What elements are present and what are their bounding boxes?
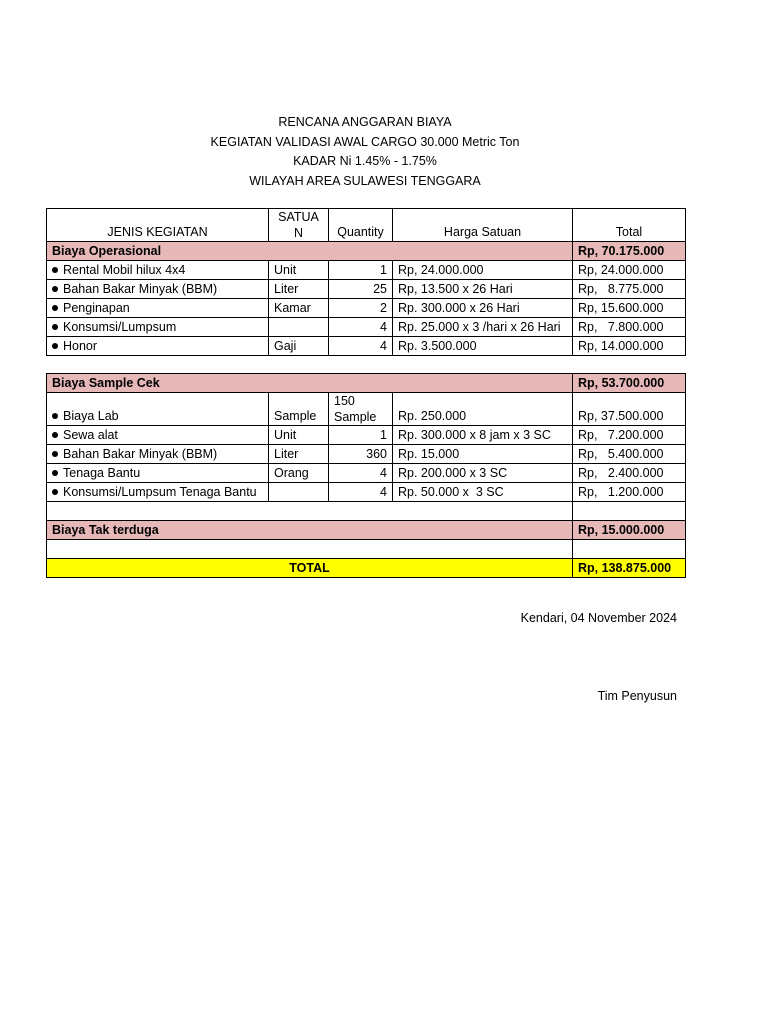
item-name: Penginapan — [63, 301, 130, 315]
grand-total-row — [47, 559, 686, 578]
item-name: Bahan Bakar Minyak (BBM) — [63, 282, 218, 296]
bullet-icon — [52, 286, 58, 292]
section-operasional — [47, 242, 686, 261]
item-total: Rp, 1.200.000 — [573, 483, 686, 502]
title-line-2: KEGIATAN VALIDASI AWAL CARGO 30.000 Metric Ton — [210, 134, 520, 149]
item-satuan — [269, 318, 329, 337]
bullet-icon — [52, 267, 58, 273]
bullet-icon — [52, 413, 58, 419]
item-qty: 4 — [329, 464, 393, 483]
bullet-icon — [52, 432, 58, 438]
item-total: Rp, 7.200.000 — [573, 426, 686, 445]
item-satuan: Orang — [269, 464, 329, 483]
item-satuan: Gaji — [269, 337, 329, 356]
header-harga: Harga Satuan — [393, 209, 573, 242]
title-line-4: WILAYAH AREA SULAWESI TENGGARA — [249, 173, 481, 188]
section-label: Biaya Operasional — [47, 242, 573, 261]
grand-total-label: TOTAL — [47, 559, 573, 578]
grand-total-value: Rp, 138.875.000 — [573, 559, 686, 578]
table-row — [47, 393, 686, 426]
header-total: Total — [573, 209, 686, 242]
section-tak-terduga — [47, 521, 686, 540]
item-qty: 4 — [329, 483, 393, 502]
item-harga: Rp. 25.000 x 3 /hari x 26 Hari — [393, 318, 573, 337]
table-row — [47, 337, 686, 356]
item-satuan: Liter — [269, 445, 329, 464]
signer-label: Tim Penyusun — [597, 689, 677, 703]
bullet-icon — [52, 324, 58, 330]
item-total: Rp, 14.000.000 — [573, 337, 686, 356]
item-total: Rp, 24.000.000 — [573, 261, 686, 280]
header-jenis: JENIS KEGIATAN — [47, 209, 269, 242]
item-name: Honor — [63, 339, 98, 353]
bullet-icon — [52, 489, 58, 495]
table-row — [47, 426, 686, 445]
item-harga: Rp, 13.500 x 26 Hari — [393, 280, 573, 299]
budget-table — [46, 208, 686, 578]
item-harga: Rp. 300.000 x 26 Hari — [393, 299, 573, 318]
item-satuan: Liter — [269, 280, 329, 299]
bullet-icon — [52, 305, 58, 311]
item-harga: Rp. 50.000 x 3 SC — [393, 483, 573, 502]
bullet-icon — [52, 451, 58, 457]
spacer-row — [47, 356, 686, 374]
header-satuan: SATUA N — [269, 209, 329, 242]
item-qty: 1 — [329, 261, 393, 280]
section-label: Biaya Tak terduga — [47, 521, 573, 540]
item-satuan — [269, 483, 329, 502]
table-header-row — [47, 209, 686, 242]
bullet-icon — [52, 343, 58, 349]
item-qty: 150 Sample — [329, 393, 393, 426]
item-harga: Rp. 250.000 — [393, 393, 573, 426]
title-line-1: RENCANA ANGGARAN BIAYA — [278, 115, 452, 129]
item-qty: 1 — [329, 426, 393, 445]
table-row — [47, 318, 686, 337]
document-title — [0, 113, 730, 191]
section-label: Biaya Sample Cek — [47, 374, 573, 393]
table-row — [47, 261, 686, 280]
item-name: Biaya Lab — [63, 409, 119, 423]
table-row — [47, 299, 686, 318]
item-harga: Rp. 3.500.000 — [393, 337, 573, 356]
item-satuan: Unit — [269, 261, 329, 280]
item-total: Rp, 37.500.000 — [573, 393, 686, 426]
item-satuan: Kamar — [269, 299, 329, 318]
section-total: Rp, 53.700.000 — [573, 374, 686, 393]
section-sample — [47, 374, 686, 393]
item-total: Rp, 8.775.000 — [573, 280, 686, 299]
section-total: Rp, 70.175.000 — [573, 242, 686, 261]
item-harga: Rp. 15.000 — [393, 445, 573, 464]
item-total: Rp, 15.600.000 — [573, 299, 686, 318]
item-name: Konsumsi/Lumpsum Tenaga Bantu — [63, 485, 257, 499]
item-harga: Rp. 200.000 x 3 SC — [393, 464, 573, 483]
place-date: Kendari, 04 November 2024 — [520, 611, 677, 625]
item-name: Sewa alat — [63, 428, 118, 442]
table-row — [47, 445, 686, 464]
item-name: Bahan Bakar Minyak (BBM) — [63, 447, 218, 461]
title-line-3: KADAR Ni 1.45% - 1.75% — [293, 154, 437, 168]
table-row — [47, 464, 686, 483]
item-qty: 360 — [329, 445, 393, 464]
item-name: Rental Mobil hilux 4x4 — [63, 263, 186, 277]
item-qty: 4 — [329, 337, 393, 356]
item-total: Rp, 5.400.000 — [573, 445, 686, 464]
item-total: Rp, 2.400.000 — [573, 464, 686, 483]
table-row — [47, 280, 686, 299]
item-qty: 25 — [329, 280, 393, 299]
header-quantity: Quantity — [329, 209, 393, 242]
item-total: Rp, 7.800.000 — [573, 318, 686, 337]
item-qty: 2 — [329, 299, 393, 318]
item-qty: 4 — [329, 318, 393, 337]
table-row — [47, 483, 686, 502]
item-satuan: Sample — [269, 393, 329, 426]
item-name: Tenaga Bantu — [63, 466, 141, 480]
bullet-icon — [52, 470, 58, 476]
item-name: Konsumsi/Lumpsum — [63, 320, 177, 334]
empty-row — [47, 502, 686, 521]
empty-row — [47, 540, 686, 559]
item-satuan: Unit — [269, 426, 329, 445]
section-total: Rp, 15.000.000 — [573, 521, 686, 540]
item-harga: Rp. 300.000 x 8 jam x 3 SC — [393, 426, 573, 445]
item-harga: Rp, 24.000.000 — [393, 261, 573, 280]
